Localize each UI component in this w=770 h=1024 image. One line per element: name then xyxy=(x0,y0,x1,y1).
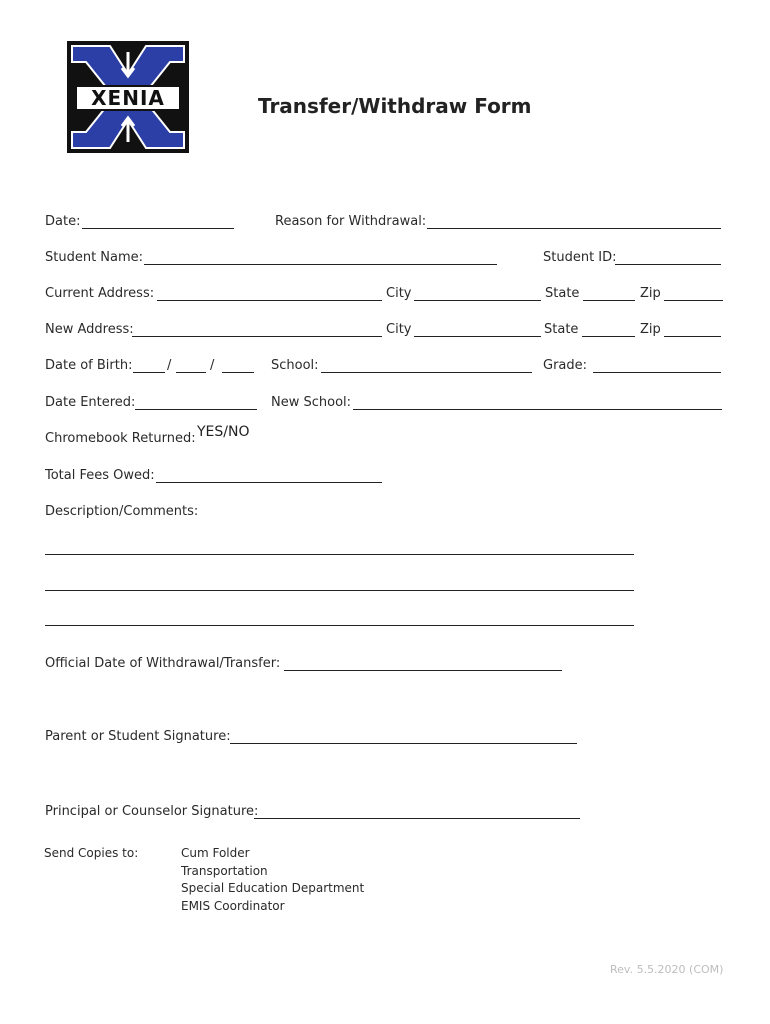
date-label: Date: xyxy=(45,214,81,229)
description-label: Description/Comments: xyxy=(45,504,199,519)
current-state-label: State xyxy=(545,286,580,301)
new-state-field[interactable] xyxy=(582,336,635,337)
student-name-label: Student Name: xyxy=(45,250,144,265)
new-address-label: New Address: xyxy=(45,322,134,337)
fees-field[interactable] xyxy=(156,482,382,483)
copy-item-special-education: Special Education Department xyxy=(181,881,365,895)
official-date-field[interactable] xyxy=(284,670,562,671)
copy-item-cum-folder: Cum Folder xyxy=(181,846,250,860)
dob-slash-1: / xyxy=(167,358,172,373)
reason-label: Reason for Withdrawal: xyxy=(275,214,427,229)
new-school-label: New School: xyxy=(271,395,352,410)
new-zip-field[interactable] xyxy=(664,336,721,337)
xenia-logo xyxy=(66,40,190,154)
description-line-3[interactable] xyxy=(45,625,634,626)
parent-signature-field[interactable] xyxy=(230,743,577,744)
description-line-1[interactable] xyxy=(45,554,634,555)
current-state-field[interactable] xyxy=(583,300,635,301)
dob-label: Date of Birth: xyxy=(45,358,133,373)
new-state-label: State xyxy=(544,322,579,337)
current-address-field[interactable] xyxy=(157,300,382,301)
parent-signature-label: Parent or Student Signature: xyxy=(45,729,231,744)
new-city-field[interactable] xyxy=(414,336,541,337)
reason-field[interactable] xyxy=(427,228,721,229)
new-school-field[interactable] xyxy=(353,409,722,410)
form-title: Transfer/Withdraw Form xyxy=(258,94,532,118)
current-zip-field[interactable] xyxy=(664,300,723,301)
grade-field[interactable] xyxy=(593,372,721,373)
school-label: School: xyxy=(271,358,319,373)
chromebook-value[interactable]: YES/NO xyxy=(197,424,250,440)
date-field[interactable] xyxy=(82,228,234,229)
new-city-label: City xyxy=(386,322,412,337)
copy-item-transportation: Transportation xyxy=(181,864,268,878)
dob-day-field[interactable] xyxy=(176,372,206,373)
send-copies-label: Send Copies to: xyxy=(44,846,139,860)
new-address-field[interactable] xyxy=(132,336,382,337)
current-city-label: City xyxy=(386,286,412,301)
dob-slash-2: / xyxy=(210,358,215,373)
chromebook-label: Chromebook Returned: xyxy=(45,431,196,446)
date-entered-label: Date Entered: xyxy=(45,395,136,410)
student-id-label: Student ID: xyxy=(543,250,617,265)
fees-label: Total Fees Owed: xyxy=(45,468,155,483)
revision-note: Rev. 5.5.2020 (COM) xyxy=(610,963,724,976)
current-city-field[interactable] xyxy=(414,300,541,301)
logo-text: XENIA xyxy=(91,86,165,110)
dob-month-field[interactable] xyxy=(133,372,165,373)
copy-item-emis: EMIS Coordinator xyxy=(181,899,285,913)
current-address-label: Current Address: xyxy=(45,286,155,301)
grade-label: Grade: xyxy=(543,358,588,373)
current-zip-label: Zip xyxy=(640,286,661,301)
principal-signature-label: Principal or Counselor Signature: xyxy=(45,804,259,819)
student-id-field[interactable] xyxy=(615,264,721,265)
dob-year-field[interactable] xyxy=(222,372,254,373)
new-zip-label: Zip xyxy=(640,322,661,337)
official-date-label: Official Date of Withdrawal/Transfer: xyxy=(45,656,281,671)
description-line-2[interactable] xyxy=(45,590,634,591)
student-name-field[interactable] xyxy=(144,264,497,265)
school-field[interactable] xyxy=(321,372,532,373)
principal-signature-field[interactable] xyxy=(254,818,580,819)
date-entered-field[interactable] xyxy=(135,409,257,410)
